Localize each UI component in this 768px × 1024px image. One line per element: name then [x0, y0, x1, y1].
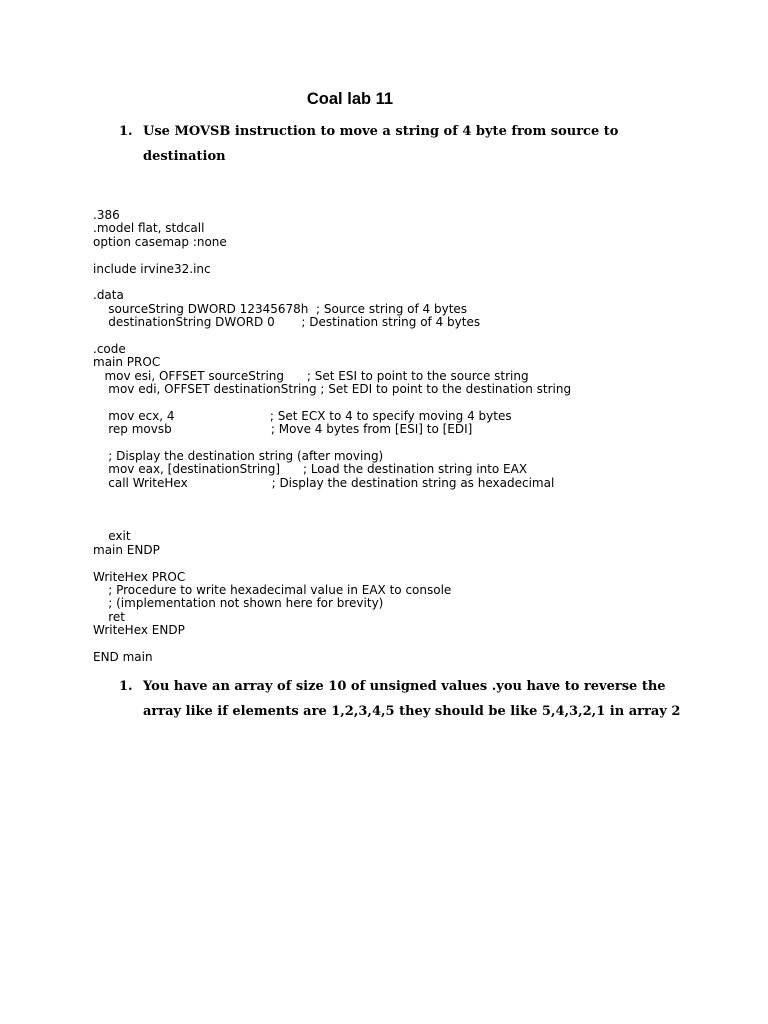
code-block [93, 209, 571, 664]
code-line [93, 437, 571, 450]
code-line [93, 490, 571, 503]
code-line: destinationString DWORD 0 ; Destination string of 4 bytes [93, 315, 481, 330]
code-line [93, 276, 571, 289]
code-line: mov ecx, 4 ; Set ECX to 4 to specify moving 4 bytes [93, 408, 512, 423]
code-line [93, 557, 571, 570]
code-line: exit [93, 529, 131, 544]
code-line [93, 249, 571, 262]
code-line: include irvine32.inc [93, 261, 211, 276]
page-title: Coal lab 11 [306, 90, 394, 108]
code-line: mov esi, OFFSET sourceString ; Set ESI to point to the source string [93, 368, 529, 383]
code-line: sourceString DWORD 12345678h ; Source string of 4 bytes [93, 301, 468, 316]
code-line: ; (implementation not shown here for brevity) [93, 596, 384, 611]
code-line: ; Display the destination string (after moving) [93, 449, 384, 464]
code-line: mov eax, [destinationString] ; Load the destination string into EAX [93, 462, 528, 477]
code-line: rep movsb ; Move 4 bytes from [ESI] to [EDI] [93, 422, 473, 437]
question-2 [119, 674, 703, 724]
code-line: .386 [93, 208, 120, 222]
code-line: .code [93, 341, 126, 356]
code-line: .data [93, 288, 124, 303]
code-line [93, 504, 571, 517]
code-line [93, 638, 571, 651]
code-line: WriteHex PROC [93, 569, 186, 584]
question-number: 1. [119, 679, 133, 694]
code-line: ret [93, 609, 126, 624]
code-line: main ENDP [93, 542, 160, 557]
code-line: option casemap :none [93, 234, 227, 249]
question-number: 1. [119, 124, 133, 139]
code-line: WriteHex ENDP [93, 623, 185, 638]
code-line: ; Procedure to write hexadecimal value in EAX to console [93, 582, 452, 597]
code-line [93, 330, 571, 343]
code-line: .model flat, stdcall [93, 221, 205, 236]
question-text: Use MOVSB instruction to move a string of 4 byte from source to destination [143, 124, 619, 164]
code-line: mov edi, OFFSET destinationString ; Set EDI to point to the destination string [93, 382, 572, 397]
code-line [93, 396, 571, 409]
code-line [93, 517, 571, 530]
question-text: You have an array of size 10 of unsigned values .you have to reverse the array like if elements are 1,2,3,4,5 they should be like 5,4,3,2,1 in array 2 [143, 679, 681, 719]
code-line: call WriteHex ; Display the destination string as hexadecimal [93, 475, 555, 490]
code-line: END main [93, 649, 153, 664]
question-1 [119, 119, 623, 169]
code-line: main PROC [93, 355, 161, 370]
